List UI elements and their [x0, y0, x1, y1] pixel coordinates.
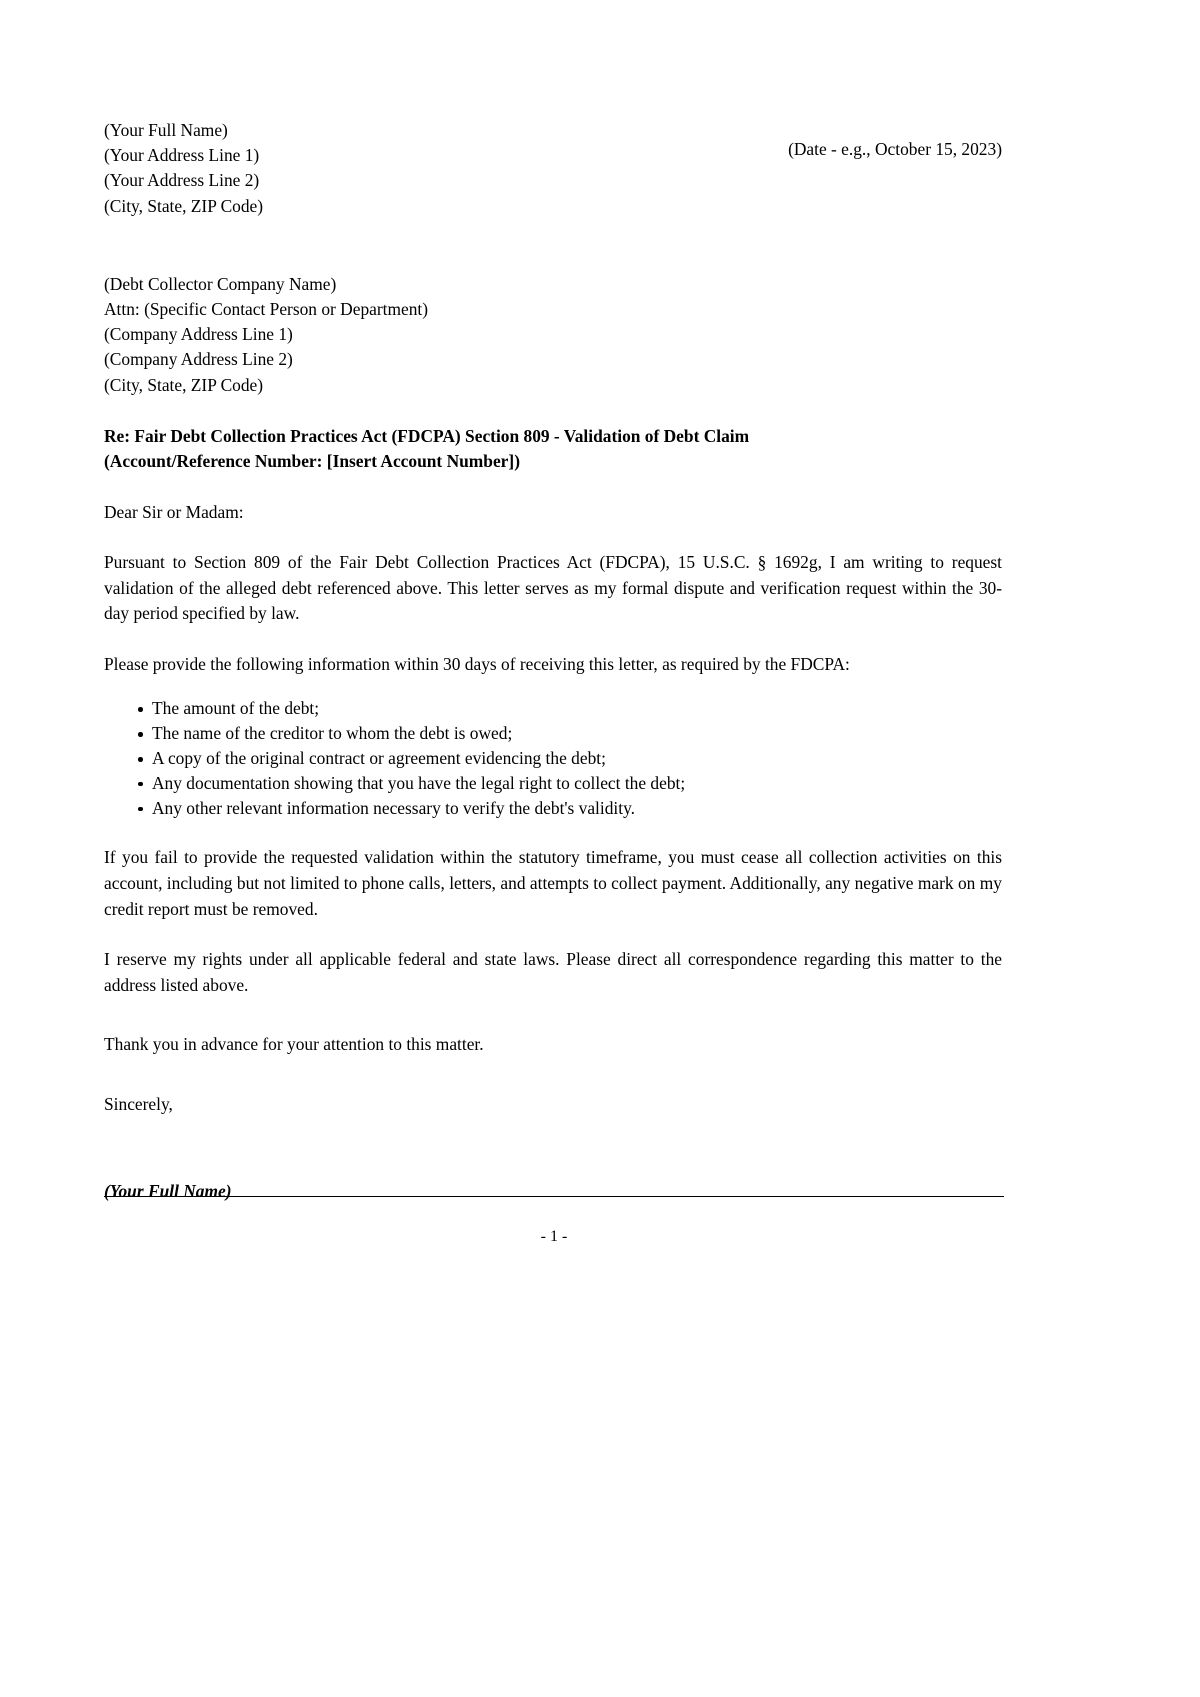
- document-body: [104, 118, 1002, 1205]
- recipient-line-city-state-zip: (City, State, ZIP Code): [104, 374, 264, 395]
- letter-header: [104, 118, 1002, 219]
- sender-line-address-1: (Your Address Line 1): [104, 145, 260, 166]
- signature-space: [104, 1117, 1002, 1179]
- page-number: - 1 -: [540, 1228, 568, 1245]
- letter-date: (Date - e.g., October 15, 2023): [788, 139, 1002, 159]
- page-footer: [104, 1196, 1004, 1247]
- paragraph-information-request: Please provide the following information within 30 days of receiving this letter, as required by the FDCPA:: [104, 653, 850, 674]
- sender-line-city-state-zip: (City, State, ZIP Code): [104, 195, 264, 216]
- subject-line-account-number: (Account/Reference Number: [Insert Account Number]): [104, 451, 520, 472]
- paragraph-request-validation: Pursuant to Section 809 of the Fair Debt Collection Practices Act (FDCPA), 15 U.S.C. § 1692g, I am writing to request validation of the alleged debt referenced above. This letter serves as my formal dispute and verification request within the 30-day period specified by law.: [104, 552, 1002, 624]
- subject-block: [104, 424, 1002, 475]
- sender-line-address-2: (Your Address Line 2): [104, 170, 260, 191]
- thank-you-line: Thank you in advance for your attention to this matter.: [104, 1034, 484, 1055]
- paragraph-reserve-rights: I reserve my rights under all applicable federal and state laws. Please direct all correspondence regarding this matter to the address listed above.: [104, 949, 1002, 995]
- recipient-address-block: [104, 272, 1002, 398]
- recipient-line-attn: Attn: (Specific Contact Person or Department): [104, 299, 429, 320]
- list-item: The name of the creditor to whom the debt is owed;: [104, 721, 1002, 746]
- recipient-line-address-2: (Company Address Line 2): [104, 349, 293, 370]
- signature-name: (Your Full Name): [104, 1181, 232, 1202]
- closing-salutation: Sincerely,: [104, 1093, 173, 1114]
- subject-line-primary: Re: Fair Debt Collection Practices Act (FDCPA) Section 809 - Validation of Debt Claim: [104, 425, 750, 446]
- required-information-list: [104, 677, 1002, 820]
- recipient-line-address-1: (Company Address Line 1): [104, 324, 293, 345]
- list-item: The amount of the debt;: [104, 696, 1002, 721]
- paragraph-cease-collection: If you fail to provide the requested validation within the statutory timeframe, you must cease all collection activities on this account, including but not limited to phone calls, letters, and attempts to collect payment. Additionally, any negative mark on my credit report must be removed.: [104, 847, 1002, 919]
- list-item: A copy of the original contract or agreement evidencing the debt;: [104, 746, 1002, 771]
- spacer-before-closing: [104, 1058, 1002, 1092]
- spacer-before-thanks: [104, 998, 1002, 1032]
- sender-address-block: [104, 118, 263, 219]
- list-item: Any documentation showing that you have the legal right to collect the debt;: [104, 771, 1002, 796]
- list-item: Any other relevant information necessary to verify the debt's validity.: [104, 796, 1002, 821]
- sender-line-name: (Your Full Name): [104, 120, 228, 140]
- salutation: Dear Sir or Madam:: [104, 501, 244, 522]
- recipient-line-company: (Debt Collector Company Name): [104, 273, 337, 294]
